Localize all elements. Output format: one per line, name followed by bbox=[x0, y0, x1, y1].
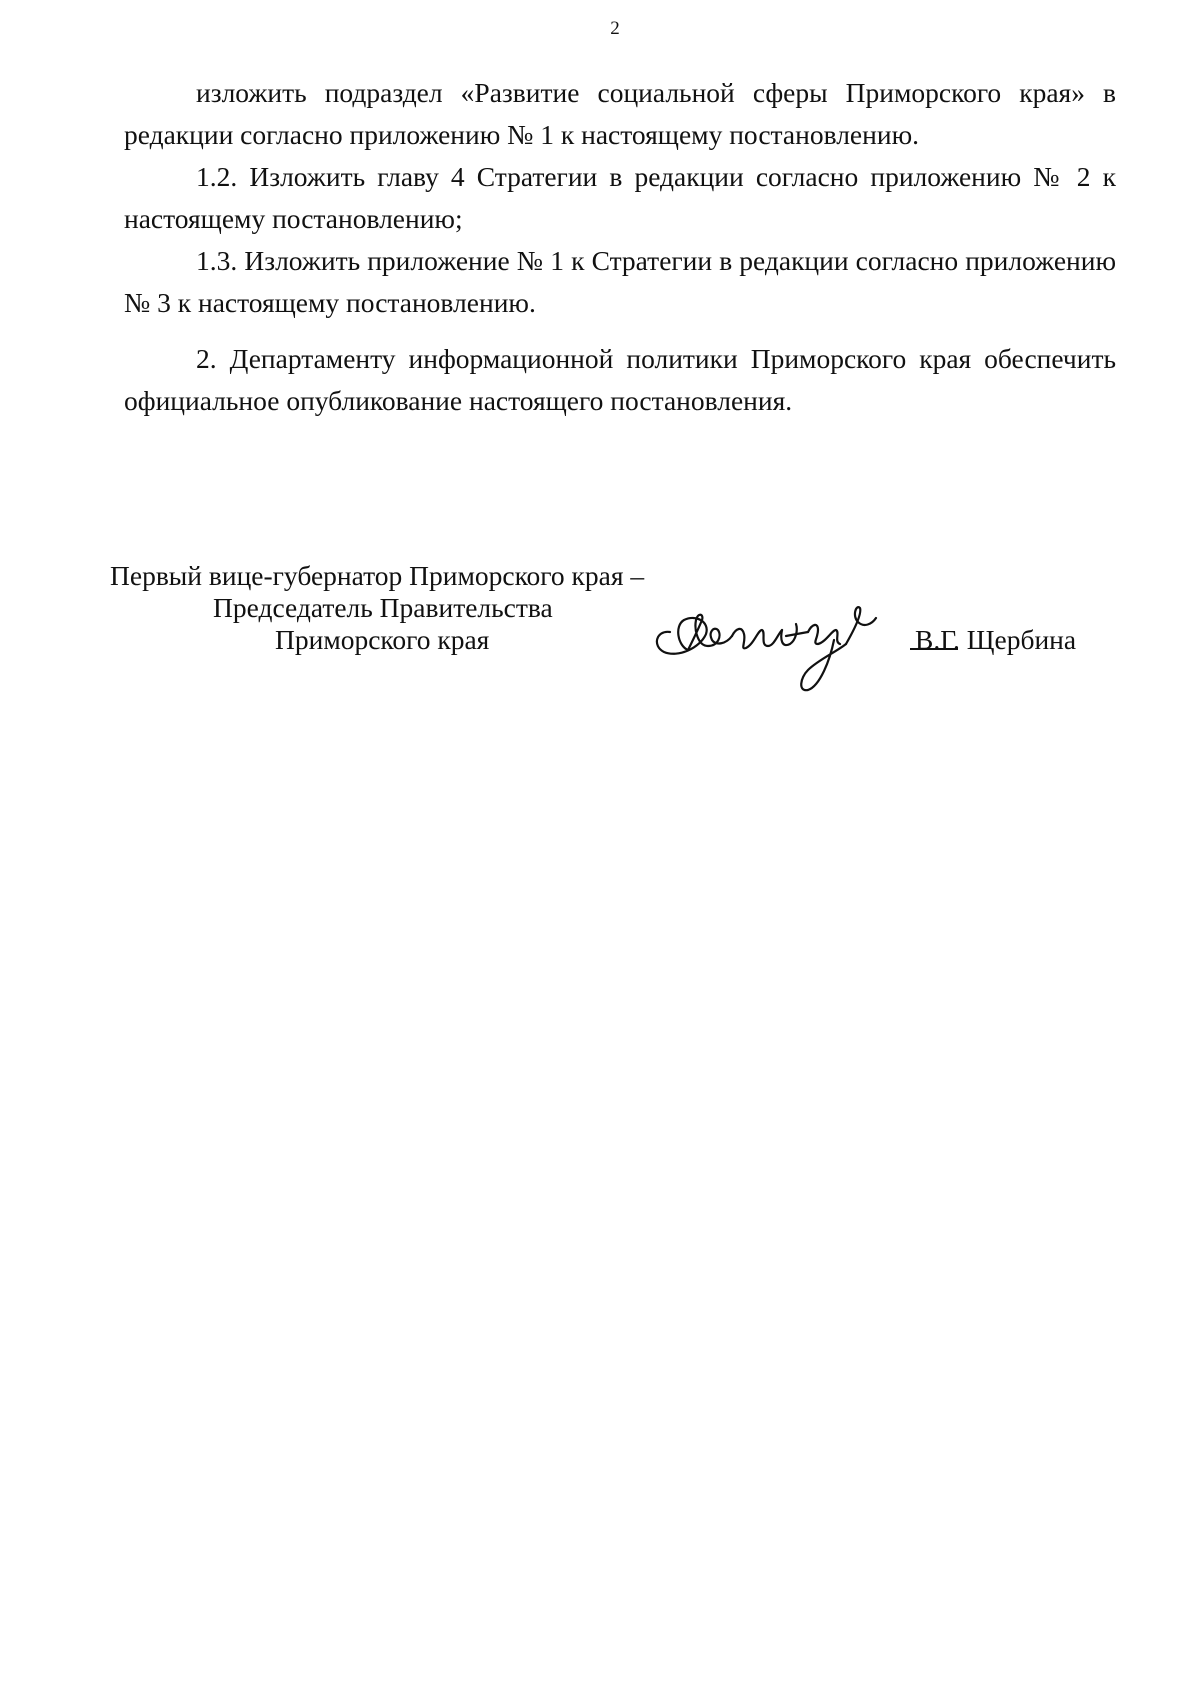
paragraph-item-1-3: 1.3. Изложить приложение № 1 к Стратегии в редакции согласно приложению № 3 к настоящему постановлению. bbox=[124, 245, 1116, 318]
signatory-title-line-3: Приморского края bbox=[275, 624, 490, 655]
signatory-title-line-1: Первый вице-губернатор Приморского края – bbox=[110, 560, 645, 591]
page-number: 2 bbox=[610, 18, 620, 39]
signatory-title-line-2: Председатель Правительства bbox=[213, 592, 553, 623]
signer-name: В.Г. Щербина bbox=[915, 624, 1077, 655]
handwritten-signature bbox=[648, 590, 908, 710]
paragraph-item-2: 2. Департаменту информационной политики Приморского края обеспечить официальное опубликование настоящего постановления. bbox=[124, 343, 1116, 416]
paragraph-subsection-edit: изложить подраздел «Развитие социальной сферы Приморского края» в редакции согласно приложению № 1 к настоящему постановлению. bbox=[124, 77, 1116, 150]
document-body bbox=[124, 72, 1116, 422]
paragraph-item-1-2: 1.2. Изложить главу 4 Стратегии в редакции согласно приложению № 2 к настоящему постановлению; bbox=[124, 161, 1116, 234]
